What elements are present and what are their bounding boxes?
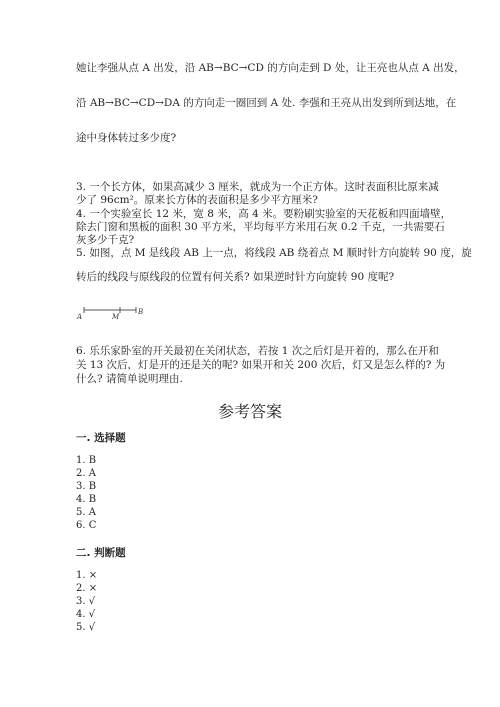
section-title-judge: 二. 判断题: [76, 547, 126, 559]
question-line: 6. 乐乐家卧室的开关最初在关闭状态，若按 1 次之后灯是开着的，那么在开和: [76, 345, 439, 357]
answer-item: 5. A: [76, 507, 96, 518]
question-line: 少了 96cm²。原来长方体的表面积是多少平方厘米?: [76, 194, 318, 206]
question-line: 沿 AB→BC→CD→DA 的方向走一圈回到 A 处. 李强和王亮从出发到所到达地，在: [76, 97, 457, 109]
answer-item: 4. B: [76, 494, 97, 505]
question-line: 途中身体转过多少度?: [76, 132, 177, 144]
question-line: 5. 如图，点 M 是线段 AB 上一点，将线段 AB 绕着点 M 顺时针方向旋转 90 度，旋: [76, 247, 472, 259]
answer-item: 2. A: [76, 468, 96, 479]
label-m: M: [112, 313, 120, 321]
question-line: 她让李强从点 A 出发，沿 AB→BC→CD 的方向走到 D 处，让王亮也从点 A 出发，: [76, 62, 465, 74]
answer-item: 5. √: [76, 622, 96, 633]
question-line: 什么? 请简单说明理由.: [76, 373, 183, 385]
label-a: A: [77, 313, 83, 321]
question-line: 3. 一个长方体，如果高减少 3 厘米，就成为一个正方体。这时表面积比原来减: [76, 181, 439, 193]
question-line: 灰多少千克?: [76, 234, 135, 246]
question-line: 除去门窗和黑板的面积 30 平方米，平均每平方米用石灰 0.2 千克，一共需要石: [76, 221, 445, 233]
answer-item: 3. √: [76, 596, 96, 607]
answer-item: 4. √: [76, 609, 96, 620]
segment-figure: [72, 300, 152, 322]
answer-item: 2. ×: [76, 583, 98, 594]
label-b: B: [138, 308, 144, 316]
answer-item: 6. C: [76, 520, 97, 531]
question-line: 4. 一个实验室长 12 米，宽 8 米，高 4 米。要粉刷实验室的天花板和四面墙壁，: [76, 208, 452, 220]
section-title-choice: 一. 选择题: [76, 432, 126, 444]
question-line: 关 13 次后，灯是开的还是关的呢? 如果开和关 200 次后，灯又是怎么样的? 为: [76, 359, 446, 371]
answer-item: 3. B: [76, 481, 97, 492]
answer-title: 参考答案: [217, 402, 282, 421]
answer-item: 1. B: [76, 455, 97, 466]
answer-item: 1. ×: [76, 570, 98, 581]
question-line: 转后的线段与原线段的位置有何关系? 如果逆时针方向旋转 90 度呢?: [76, 271, 395, 283]
